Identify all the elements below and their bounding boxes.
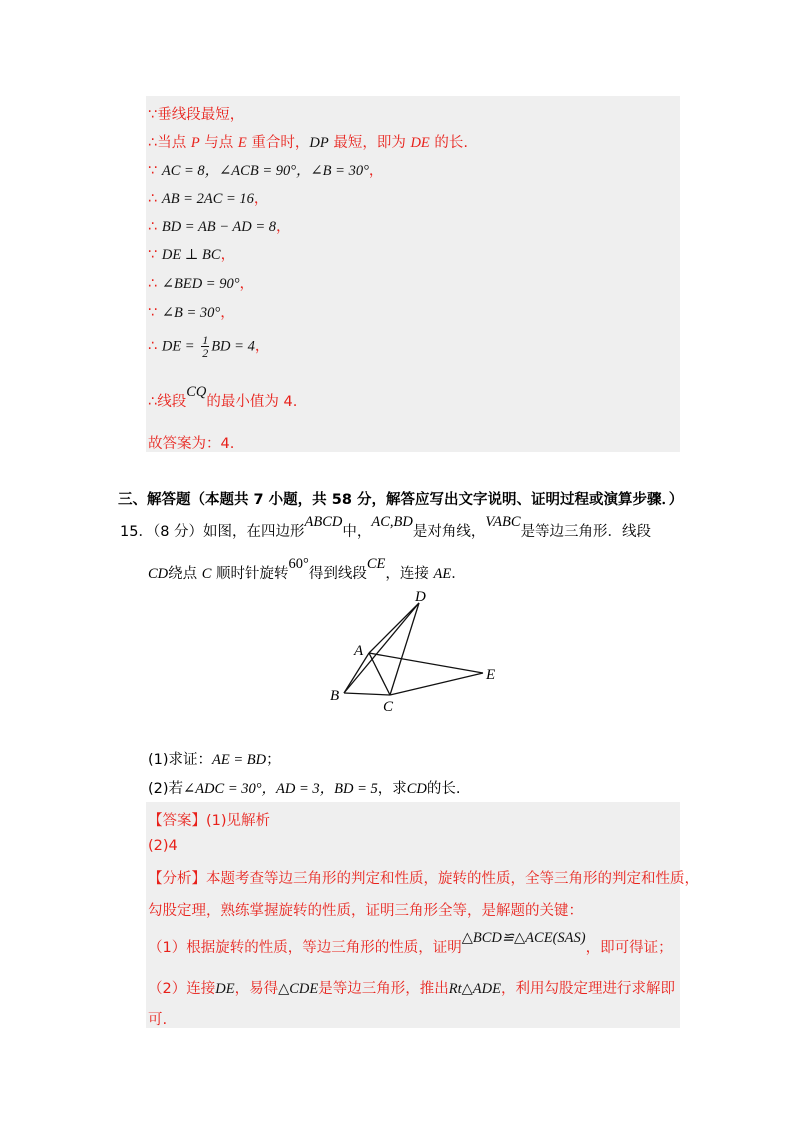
- analysis-step-1: （1）根据旋转的性质，等边三角形的性质，证明△BCD≌△ACE(SAS)，即可得证；: [148, 930, 673, 956]
- line-10: ∴线段CQ的最小值为 4.: [148, 384, 298, 410]
- label-d: D: [415, 589, 426, 605]
- analysis-step-2: （2）连接DE，易得△CDE是等边三角形，推出Rt△ADE，利用勾股定理进行求解即: [148, 981, 675, 997]
- label-c: C: [383, 699, 394, 715]
- answer-line-1: 【答案】(1)见解析: [148, 813, 271, 829]
- question-15-line-1: 15．（8 分）如图，在四边形ABCD中，AC,BD是对角线，VABC是等边三角形．线段: [120, 514, 652, 540]
- label-a: A: [354, 643, 364, 659]
- analysis-line-2: 勾股定理，熟练掌握旋转的性质，证明三角形全等，是解题的关键：: [148, 903, 583, 919]
- section-heading: 三、解答题（本题共 7 小题，共 58 分，解答应写出文字说明、证明过程或演算步骤．）: [118, 492, 684, 508]
- line-7: ∴ ∠BED = 90°，: [148, 276, 255, 292]
- segment-ab: [344, 653, 369, 693]
- segment-ae: [369, 653, 483, 673]
- answer-line-2: (2)4: [148, 838, 178, 854]
- analysis-line-1: 【分析】本题考查等边三角形的判定和性质，旋转的性质，全等三角形的判定和性质，: [148, 871, 699, 887]
- question-15-part-1: (1)求证：AE = BD；: [148, 752, 281, 768]
- segment-ce: [390, 673, 483, 695]
- line-9: ∴ DE = $\frac{1}{2}$ BD = 4，: [148, 333, 270, 360]
- label-b: B: [330, 688, 340, 704]
- segment-bc: [344, 693, 390, 695]
- geometry-figure: [320, 585, 520, 715]
- line-5: ∴ BD = AB − AD = 8，: [148, 219, 291, 235]
- question-15-part-2: (2)若∠ADC = 30°，AD = 3，BD = 5，求CD的长.: [148, 781, 461, 797]
- line-1: ∵垂线段最短，: [148, 107, 245, 123]
- line-2: ∴当点 P 与点 E 重合时，DP 最短，即为 DE 的长.: [148, 135, 469, 151]
- line-6: ∵ DE ⊥ BC，: [148, 247, 236, 263]
- line-11: 故答案为：4.: [148, 436, 235, 452]
- line-8: ∵ ∠B = 30°，: [148, 305, 235, 321]
- analysis-step-2-end: 可.: [148, 1012, 168, 1028]
- question-15-line-2: CD绕点 C 顺时针旋转60°得到线段CE，连接 AE．: [148, 556, 466, 582]
- label-e: E: [486, 667, 496, 683]
- line-4: ∴ AB = 2AC = 16，: [148, 191, 269, 207]
- line-3: ∵ AC = 8，∠ACB = 90°，∠B = 30°，: [148, 163, 384, 179]
- fraction-one-half: $\frac{1}{2}$: [202, 333, 209, 360]
